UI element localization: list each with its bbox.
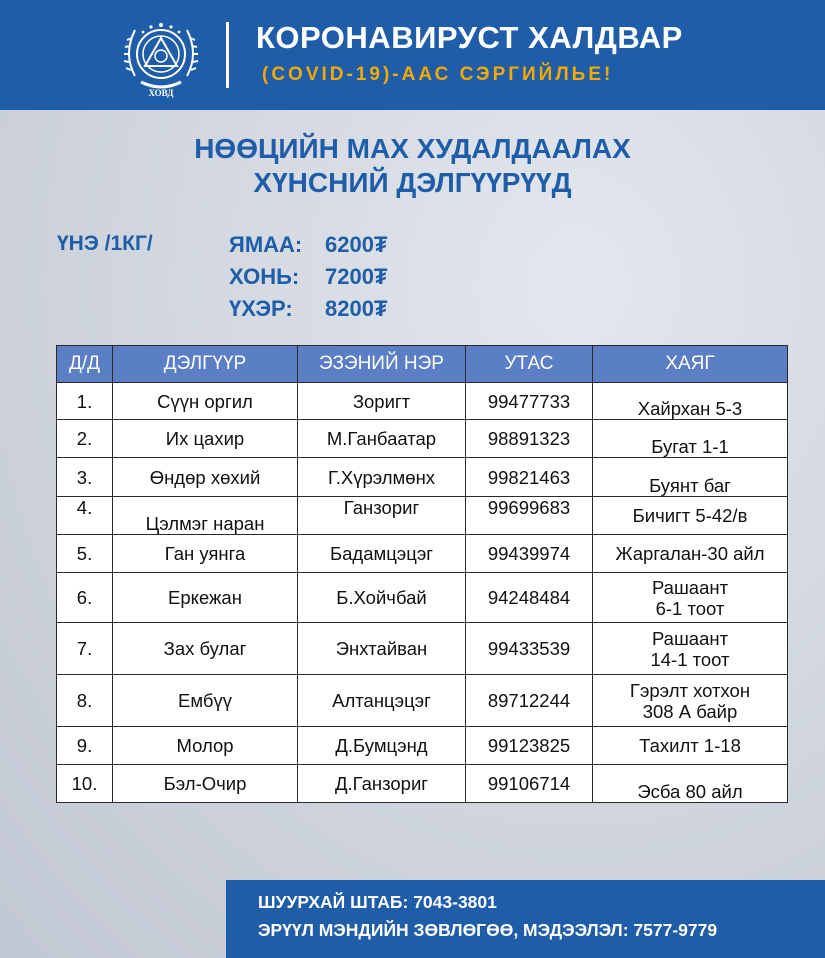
price-value: 8200₮: [325, 296, 388, 321]
cell-phone: 89712244: [466, 675, 593, 727]
address-line1: Жаргалан-30 айл: [615, 543, 765, 564]
table-header-row: [57, 346, 788, 383]
cell-shop: Сүүн оргил: [113, 383, 298, 420]
header-owner: ЭЗЭНИЙ НЭР: [298, 346, 466, 383]
cell-number: 6.: [57, 573, 113, 623]
hovd-emblem-icon: [115, 12, 207, 102]
address-line2: 6-1 тоот: [655, 597, 725, 619]
table-row: [57, 420, 788, 458]
cell-phone: 99123825: [466, 727, 593, 765]
table-row: [57, 765, 788, 803]
cell-address: [593, 535, 788, 573]
cell-owner: Зоригт: [298, 383, 466, 420]
address-line1: Буянт баг: [649, 475, 731, 496]
cell-number: 4.: [57, 497, 113, 535]
cell-number: 9.: [57, 727, 113, 765]
cell-phone: 99433539: [466, 623, 593, 675]
cell-phone: 99821463: [466, 458, 593, 497]
address-line2: 308 А байр: [642, 700, 738, 722]
price-goat: [229, 232, 419, 258]
header-divider: [226, 22, 229, 88]
cell-address: [593, 458, 788, 497]
cell-address: [593, 727, 788, 765]
price-name: ҮХЭР:: [229, 296, 293, 321]
table-row: [57, 623, 788, 675]
cell-phone: 99106714: [466, 765, 593, 803]
cell-owner: Д.Ганзориг: [298, 765, 466, 803]
cell-shop: Молор: [113, 727, 298, 765]
cell-address: [593, 675, 788, 727]
table-row: [57, 675, 788, 727]
table-row: [57, 458, 788, 497]
cell-shop: Бэл-Очир: [113, 765, 298, 803]
header-phone: УТАС: [466, 346, 593, 383]
cell-shop: Ембүү: [113, 675, 298, 727]
cell-address: [593, 765, 788, 803]
cell-address: [593, 573, 788, 623]
cell-address: [593, 420, 788, 458]
table-row: [57, 383, 788, 420]
header-title: КОРОНАВИРУСТ ХАЛДВАР: [256, 20, 683, 55]
document-title-line2: ХҮНСНИЙ ДЭЛГҮҮРҮҮД: [253, 167, 572, 198]
cell-phone: 99477733: [466, 383, 593, 420]
cell-owner: Энхтайван: [298, 623, 466, 675]
address-line1: Бичигт 5-42/в: [632, 505, 748, 526]
cell-number: 5.: [57, 535, 113, 573]
price-value: 7200₮: [325, 264, 388, 289]
price-value: 6200₮: [325, 232, 388, 257]
price-name: ЯМАА:: [229, 232, 303, 257]
cell-address: [593, 383, 788, 420]
address-line1: Рашаант: [651, 576, 729, 598]
address-line2: 14-1 тоот: [650, 648, 730, 670]
shops-table: [56, 345, 788, 803]
address-line1: Бугат 1-1: [651, 436, 729, 457]
price-sheep: [229, 264, 419, 290]
cell-owner: Ганзориг: [298, 497, 466, 535]
cell-number: 7.: [57, 623, 113, 675]
address-line1: Рашаант: [651, 627, 729, 649]
cell-number: 8.: [57, 675, 113, 727]
footer-hotline: ШУУРХАЙ ШТАБ: 7043-3801: [258, 892, 497, 912]
cell-address: [593, 623, 788, 675]
document-title: [0, 132, 825, 200]
price-beef: [229, 296, 419, 322]
table-row: [57, 497, 788, 535]
cell-number: 3.: [57, 458, 113, 497]
header-address: ХАЯГ: [593, 346, 788, 383]
cell-owner: Бадамцэцэг: [298, 535, 466, 573]
price-label: ҮНЭ /1КГ/: [57, 232, 153, 255]
cell-phone: 99699683: [466, 497, 593, 535]
document-title-line1: НӨӨЦИЙН МАХ ХУДАЛДААЛАХ: [194, 133, 631, 164]
header-subtitle: (COVID-19)-ААС СЭРГИЙЛЬЕ!: [262, 64, 614, 85]
cell-owner: М.Ганбаатар: [298, 420, 466, 458]
cell-owner: Г.Хүрэлмөнх: [298, 458, 466, 497]
cell-shop: Цэлмэг наран: [113, 497, 298, 535]
cell-number: 10.: [57, 765, 113, 803]
cell-phone: 99439974: [466, 535, 593, 573]
svg-text:ХОВД: ХОВД: [148, 88, 174, 98]
header-banner: [0, 0, 825, 110]
cell-number: 2.: [57, 420, 113, 458]
cell-shop: Зах булаг: [113, 623, 298, 675]
cell-owner: Алтанцэцэг: [298, 675, 466, 727]
table-row: [57, 573, 788, 623]
cell-phone: 98891323: [466, 420, 593, 458]
cell-shop: Их цахир: [113, 420, 298, 458]
cell-shop: Өндөр хөхий: [113, 458, 298, 497]
table-row: [57, 727, 788, 765]
header-number: Д/Д: [57, 346, 113, 383]
address-line1: Гэрэлт хотхон: [629, 679, 751, 701]
header-shop: ДЭЛГҮҮР: [113, 346, 298, 383]
address-line1: Тахилт 1-18: [639, 735, 741, 756]
footer-health-advice: ЭРҮҮЛ МЭНДИЙН ЗӨВЛӨГӨӨ, МЭДЭЭЛЭЛ: 7577-9779: [258, 920, 718, 940]
cell-owner: Б.Хойчбай: [298, 573, 466, 623]
cell-shop: Еркежан: [113, 573, 298, 623]
address-line1: Эсба 80 айл: [637, 781, 743, 802]
cell-address: [593, 497, 788, 535]
address-line1: Хайрхан 5-3: [637, 398, 743, 419]
cell-phone: 94248484: [466, 573, 593, 623]
cell-number: 1.: [57, 383, 113, 420]
cell-owner: Д.Бумцэнд: [298, 727, 466, 765]
price-name: ХОНЬ:: [229, 264, 300, 289]
cell-shop: Ган уянга: [113, 535, 298, 573]
table-row: [57, 535, 788, 573]
